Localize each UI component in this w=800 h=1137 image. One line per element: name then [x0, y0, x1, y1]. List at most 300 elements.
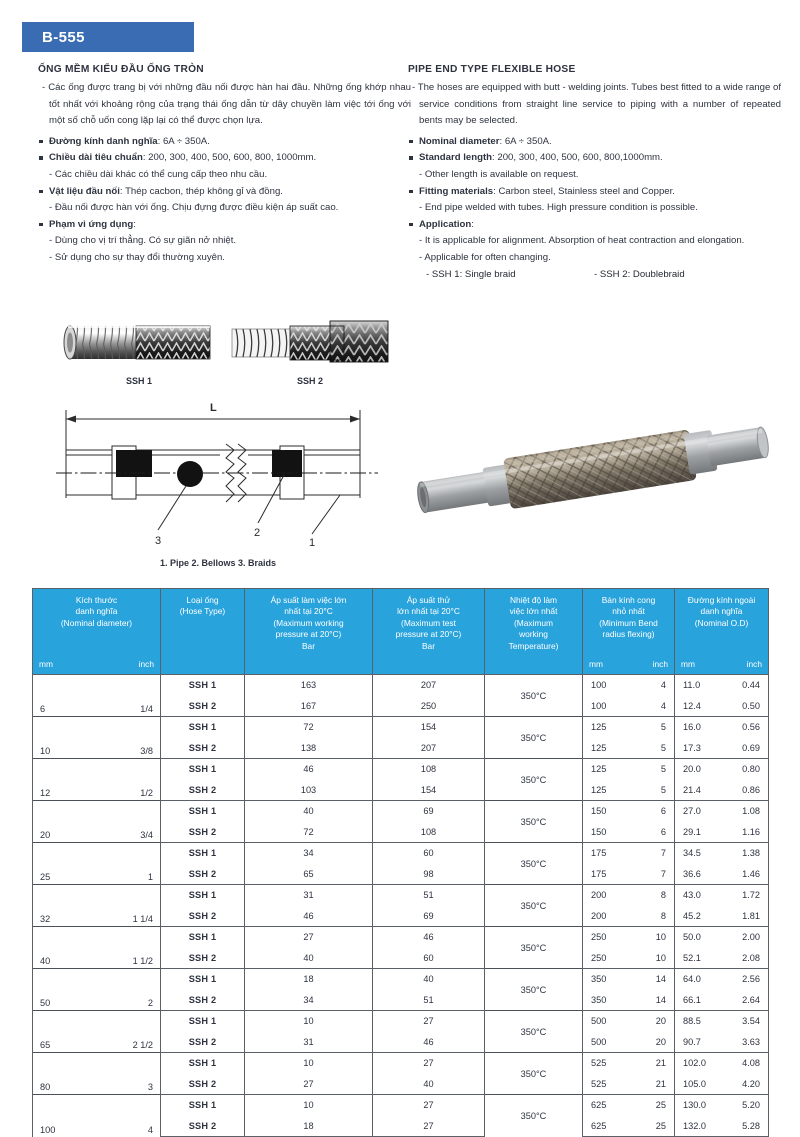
cell-bend-radius-values: [583, 848, 674, 858]
cell-bend-radius: [583, 780, 675, 801]
bend-radius-mm: 625: [591, 1100, 607, 1111]
cell-outer-diameter-values: [675, 1016, 768, 1026]
cell-max-temperature: 350°C: [485, 843, 583, 885]
od-mm: 36.6: [683, 868, 701, 879]
od-mm: 34.5: [683, 848, 701, 859]
cell-bend-radius-values: [583, 680, 674, 690]
bend-radius-mm: 100: [591, 700, 607, 711]
od-mm: 102.0: [683, 1058, 706, 1069]
nominal-diameter-values: [33, 1082, 160, 1092]
nominal-diameter-values: [33, 914, 160, 924]
od-mm: 64.0: [683, 974, 701, 985]
bend-radius-mm: 150: [591, 806, 607, 817]
cell-max-temperature: 350°C: [485, 717, 583, 759]
cell-bend-radius: [583, 717, 675, 738]
cell-test-pressure: 27: [373, 1053, 485, 1074]
cell-outer-diameter: [675, 675, 769, 696]
cell-test-pressure: 108: [373, 759, 485, 780]
cell-working-pressure: 72: [245, 822, 373, 843]
spec-column-vietnamese: [38, 64, 411, 283]
cell-hose-type: SSH 1: [161, 717, 245, 738]
cell-outer-diameter-values: [675, 995, 768, 1005]
cell-outer-diameter-values: [675, 911, 768, 921]
ssh2-figure: [232, 321, 388, 362]
cell-bend-radius: [583, 801, 675, 822]
bend-radius-inch: 10: [655, 932, 666, 943]
cell-nominal-diameter: [33, 801, 161, 843]
cell-test-pressure: 27: [373, 1116, 485, 1137]
bend-radius-mm: 125: [591, 784, 607, 795]
bend-radius-inch: 20: [655, 1016, 666, 1027]
table-header-cell-5: [583, 589, 675, 675]
nominal-diameter-values: [33, 746, 160, 756]
nominal-inch: 1/2: [140, 788, 153, 798]
cell-nominal-diameter: [33, 843, 161, 885]
cell-hose-type: SSH 1: [161, 969, 245, 990]
bend-radius-inch: 7: [660, 868, 666, 879]
english-sub-welded: - End pipe welded with tubes. High pressure condition is possible.: [419, 202, 698, 214]
specification-columns: [0, 64, 800, 283]
od-inch: 5.28: [742, 1120, 760, 1131]
cell-outer-diameter: [675, 1011, 769, 1032]
cell-nominal-diameter: [33, 1011, 161, 1053]
vietnamese-item-application-value: :: [133, 218, 136, 230]
cell-bend-radius: [583, 675, 675, 696]
cell-bend-radius: [583, 1095, 675, 1116]
cell-test-pressure: 60: [373, 948, 485, 969]
bend-radius-mm: 525: [591, 1078, 607, 1089]
cell-max-temperature: 350°C: [485, 1053, 583, 1095]
vietnamese-item-nominal-diameter-label: Đường kính danh nghĩa: [49, 135, 158, 147]
cell-bend-radius-values: [583, 743, 674, 753]
cell-outer-diameter: [675, 969, 769, 990]
cell-bend-radius-values: [583, 974, 674, 984]
nominal-diameter-values: [33, 956, 160, 966]
od-inch: 2.64: [742, 994, 760, 1005]
cell-bend-radius: [583, 759, 675, 780]
cell-outer-diameter-values: [675, 953, 768, 963]
cell-working-pressure: 163: [245, 675, 373, 696]
cell-test-pressure: 250: [373, 696, 485, 717]
cell-nominal-diameter: [33, 969, 161, 1011]
cell-test-pressure: 60: [373, 843, 485, 864]
nominal-inch: 2 1/2: [132, 1040, 153, 1050]
cell-hose-type: SSH 1: [161, 843, 245, 864]
cell-bend-radius-values: [583, 806, 674, 816]
od-mm: 66.1: [683, 994, 701, 1005]
english-section-title: PIPE END TYPE FLEXIBLE HOSE: [408, 64, 576, 75]
nominal-diameter-values: [33, 872, 160, 882]
bend-radius-inch: 5: [660, 742, 666, 753]
hose-illustration-svg: [46, 312, 396, 394]
nominal-mm: 65: [40, 1040, 51, 1050]
braid-note-row: [408, 267, 781, 284]
cell-outer-diameter: [675, 1095, 769, 1116]
table-header-cell-4: [485, 589, 583, 675]
od-inch: 4.08: [742, 1058, 760, 1069]
od-inch: 1.72: [742, 890, 760, 901]
bend-radius-inch: 10: [655, 952, 666, 963]
english-item-fitting-materials-value: : Carbon steel, Stainless steel and Copper.: [493, 185, 675, 197]
cell-hose-type: SSH 1: [161, 1053, 245, 1074]
cell-outer-diameter: [675, 864, 769, 885]
cell-test-pressure: 154: [373, 780, 485, 801]
assembly-line-drawing: [48, 398, 388, 576]
cell-outer-diameter-values: [675, 1037, 768, 1047]
cell-working-pressure: 27: [245, 1074, 373, 1095]
cell-outer-diameter-values: [675, 1121, 768, 1131]
ssh1-caption-text: SSH 1: [125, 376, 153, 386]
od-inch: 2.56: [742, 974, 760, 985]
cell-hose-type: SSH 2: [161, 780, 245, 801]
cell-outer-diameter-values: [675, 1079, 768, 1089]
table-row: [33, 1053, 769, 1074]
cell-test-pressure: 46: [373, 927, 485, 948]
od-inch: 0.56: [742, 722, 760, 733]
cell-test-pressure: 69: [373, 801, 485, 822]
table-header-cell-6: [675, 589, 769, 675]
cell-working-pressure: 46: [245, 759, 373, 780]
hose-illustrations: [46, 312, 396, 394]
cell-bend-radius-values: [583, 932, 674, 942]
cell-outer-diameter: [675, 1053, 769, 1074]
cell-bend-radius: [583, 696, 675, 717]
ssh2-caption-text: SSH 2: [296, 376, 324, 386]
english-intro-paragraph: - The hoses are equipped with butt - welding joints. Tubes best fitted to a wide range of service conditions from straight line service to piping with a number of repeated bents may be selected.: [412, 82, 781, 127]
nominal-diameter-values: [33, 704, 160, 714]
cell-outer-diameter: [675, 1074, 769, 1095]
bend-radius-inch: 4: [660, 680, 666, 691]
nominal-inch: 3/8: [140, 746, 153, 756]
cell-bend-radius: [583, 990, 675, 1011]
cell-working-pressure: 34: [245, 843, 373, 864]
cell-test-pressure: 27: [373, 1011, 485, 1032]
cell-bend-radius-values: [583, 1100, 674, 1110]
table-header-text-4: Nhiệt độ làm việc lớn nhất (Maximum working Temperature): [508, 595, 559, 651]
vietnamese-item-application: [38, 217, 411, 234]
product-photo: [406, 404, 778, 536]
table-row: [33, 759, 769, 780]
cell-outer-diameter-values: [675, 764, 768, 774]
table-header-text-2: Áp suất làm việc lớn nhất tại 20°C (Maximum working pressure at 20°C) Bar: [270, 595, 347, 651]
bend-radius-mm: 175: [591, 868, 607, 879]
cell-max-temperature: 350°C: [485, 885, 583, 927]
cell-nominal-diameter: [33, 675, 161, 717]
table-header-text-5: Bán kính cong nhỏ nhất (Minimum Bend radius flexing): [599, 595, 658, 640]
cell-test-pressure: 108: [373, 822, 485, 843]
cell-bend-radius: [583, 1053, 675, 1074]
cell-working-pressure: 31: [245, 885, 373, 906]
od-mm: 12.4: [683, 700, 701, 711]
od-mm: 130.0: [683, 1100, 706, 1111]
specification-table: [32, 588, 769, 1137]
nominal-mm: 50: [40, 998, 51, 1008]
cell-hose-type: SSH 1: [161, 1095, 245, 1116]
unit-left: mm: [39, 658, 53, 669]
cell-working-pressure: 31: [245, 1032, 373, 1053]
table-row: [33, 1095, 769, 1116]
unit-right: inch: [652, 658, 668, 669]
bend-radius-inch: 8: [660, 890, 666, 901]
cell-bend-radius-values: [583, 1016, 674, 1026]
cell-test-pressure: 154: [373, 717, 485, 738]
od-mm: 11.0: [683, 680, 701, 691]
cell-hose-type: SSH 2: [161, 1116, 245, 1137]
bend-radius-mm: 250: [591, 952, 607, 963]
bend-radius-mm: 150: [591, 826, 607, 837]
cell-max-temperature: 350°C: [485, 1011, 583, 1053]
cell-bend-radius: [583, 885, 675, 906]
cell-bend-radius-values: [583, 1037, 674, 1047]
cell-working-pressure: 46: [245, 906, 373, 927]
od-mm: 88.5: [683, 1016, 701, 1027]
cell-test-pressure: 69: [373, 906, 485, 927]
od-inch: 5.20: [742, 1100, 760, 1111]
english-item-fitting-materials-label: Fitting materials: [419, 185, 494, 197]
nominal-mm: 20: [40, 830, 51, 840]
od-mm: 21.4: [683, 784, 701, 795]
od-inch: 1.46: [742, 868, 760, 879]
od-inch: 0.69: [742, 742, 760, 753]
specification-table-container: [32, 588, 768, 1137]
cell-hose-type: SSH 1: [161, 885, 245, 906]
vietnamese-sub-other-length: - Các chiều dài khác có thể cung cấp theo nhu cầu.: [49, 168, 268, 180]
cell-bend-radius-values: [583, 911, 674, 921]
od-mm: 20.0: [683, 764, 701, 775]
cell-outer-diameter: [675, 990, 769, 1011]
cell-outer-diameter: [675, 738, 769, 759]
cell-hose-type: SSH 2: [161, 696, 245, 717]
bend-radius-inch: 5: [660, 722, 666, 733]
cell-bend-radius: [583, 906, 675, 927]
cell-test-pressure: 51: [373, 885, 485, 906]
nominal-diameter-values: [33, 1125, 160, 1135]
nominal-diameter-values: [33, 788, 160, 798]
nominal-inch: 1 1/2: [132, 956, 153, 966]
cell-outer-diameter: [675, 927, 769, 948]
bend-radius-inch: 25: [655, 1120, 666, 1131]
vietnamese-application-sub-1: - Dùng cho vị trí thẳng. Có sự giãn nở nhiệt.: [49, 235, 237, 247]
length-dimension-label: L: [210, 402, 217, 414]
od-inch: 3.63: [742, 1036, 760, 1047]
cell-working-pressure: 40: [245, 801, 373, 822]
table-header-cell-0: [33, 589, 161, 675]
cell-outer-diameter: [675, 696, 769, 717]
nominal-inch: 4: [147, 1124, 153, 1135]
cell-test-pressure: 51: [373, 990, 485, 1011]
cell-bend-radius: [583, 948, 675, 969]
cell-outer-diameter: [675, 906, 769, 927]
cell-bend-radius: [583, 969, 675, 990]
cell-test-pressure: 98: [373, 864, 485, 885]
od-mm: 43.0: [683, 890, 701, 901]
cell-outer-diameter-values: [675, 743, 768, 753]
bend-radius-mm: 350: [591, 974, 607, 985]
vietnamese-item-standard-length: [38, 150, 411, 167]
cell-max-temperature: 350°C: [485, 969, 583, 1011]
nominal-diameter-values: [33, 830, 160, 840]
cell-outer-diameter-values: [675, 827, 768, 837]
nominal-diameter-values: [33, 998, 160, 1008]
nominal-mm: 6: [40, 704, 46, 714]
cell-working-pressure: 138: [245, 738, 373, 759]
english-item-application-value: :: [471, 218, 474, 230]
unit-right: inch: [138, 658, 154, 669]
od-inch: 1.08: [742, 806, 760, 817]
cell-bend-radius-values: [583, 1079, 674, 1089]
cell-nominal-diameter: [33, 885, 161, 927]
cell-test-pressure: 207: [373, 738, 485, 759]
english-item-nominal-diameter-value: : 6A ÷ 350A.: [499, 135, 552, 147]
table-row: [33, 927, 769, 948]
cell-nominal-diameter: [33, 927, 161, 969]
english-application-sub-2: - Applicable for often changing.: [419, 251, 551, 263]
vietnamese-sub-welded: - Đầu nối được hàn với ống. Chịu đựng được điều kiện áp suất cao.: [49, 202, 339, 214]
od-inch: 1.81: [742, 910, 760, 921]
bend-radius-inch: 25: [655, 1100, 666, 1111]
od-inch: 4.20: [742, 1078, 760, 1089]
cell-nominal-diameter: [33, 1053, 161, 1095]
table-row: [33, 1011, 769, 1032]
bend-radius-mm: 125: [591, 742, 607, 753]
table-row: [33, 801, 769, 822]
cell-outer-diameter: [675, 1032, 769, 1053]
od-inch: 0.50: [742, 700, 760, 711]
english-item-standard-length-value: : 200, 300, 400, 500, 600, 800,1000mm.: [492, 152, 663, 164]
table-header-text-3: Áp suất thử lớn nhất tại 20°C (Maximum test pressure at 20°C) Bar: [395, 595, 462, 651]
bend-radius-inch: 5: [660, 784, 666, 795]
bend-radius-mm: 100: [591, 680, 607, 691]
bend-radius-inch: 5: [660, 764, 666, 775]
table-row: [33, 969, 769, 990]
bend-radius-inch: 14: [655, 994, 666, 1005]
cell-test-pressure: 207: [373, 675, 485, 696]
bend-radius-mm: 200: [591, 910, 607, 921]
table-header-row: [33, 589, 769, 675]
cell-outer-diameter-values: [675, 869, 768, 879]
od-mm: 52.1: [683, 952, 701, 963]
cell-hose-type: SSH 1: [161, 927, 245, 948]
cell-outer-diameter: [675, 759, 769, 780]
english-application-sub-1: - It is applicable for alignment. Absorption of heat contraction and elongation.: [419, 235, 745, 247]
cell-bend-radius: [583, 864, 675, 885]
table-header-units-0: [33, 659, 160, 670]
cell-hose-type: SSH 2: [161, 1032, 245, 1053]
cell-hose-type: SSH 1: [161, 759, 245, 780]
cell-nominal-diameter: [33, 717, 161, 759]
table-body: [33, 675, 769, 1137]
cell-bend-radius-values: [583, 1058, 674, 1068]
cell-working-pressure: 27: [245, 927, 373, 948]
vietnamese-item-fitting-materials-value: : Thép cacbon, thép không gỉ và đồng.: [119, 185, 283, 197]
bend-radius-mm: 625: [591, 1120, 607, 1131]
cell-working-pressure: 18: [245, 1116, 373, 1137]
english-item-nominal-diameter-label: Nominal diameter: [419, 135, 500, 147]
cell-working-pressure: 10: [245, 1095, 373, 1116]
od-inch: 1.16: [742, 826, 760, 837]
od-mm: 27.0: [683, 806, 701, 817]
cell-outer-diameter: [675, 822, 769, 843]
nominal-diameter-values: [33, 1040, 160, 1050]
vietnamese-item-nominal-diameter: [38, 134, 411, 151]
cell-working-pressure: 103: [245, 780, 373, 801]
cell-outer-diameter-values: [675, 1058, 768, 1068]
cell-bend-radius: [583, 1032, 675, 1053]
cell-hose-type: SSH 2: [161, 990, 245, 1011]
cell-bend-radius-values: [583, 869, 674, 879]
cell-outer-diameter-values: [675, 680, 768, 690]
vietnamese-application-sub-2: - Sử dụng cho sự thay đổi thường xuyên.: [49, 251, 225, 263]
nominal-inch: 3: [147, 1082, 153, 1092]
table-header-cell-1: [161, 589, 245, 675]
bend-radius-inch: 20: [655, 1036, 666, 1047]
cell-outer-diameter-values: [675, 785, 768, 795]
cell-outer-diameter: [675, 801, 769, 822]
english-sub-other-length: - Other length is available on request.: [419, 168, 579, 180]
od-inch: 0.80: [742, 764, 760, 775]
cell-working-pressure: 18: [245, 969, 373, 990]
english-item-standard-length-label: Standard length: [419, 152, 493, 164]
od-mm: 17.3: [683, 742, 701, 753]
cell-max-temperature: 350°C: [485, 927, 583, 969]
braid-note-ssh1: - SSH 1: Single braid: [426, 268, 516, 280]
table-header: [33, 589, 769, 675]
cell-bend-radius-values: [583, 953, 674, 963]
od-inch: 3.54: [742, 1016, 760, 1027]
cell-outer-diameter: [675, 717, 769, 738]
cell-max-temperature: 350°C: [485, 759, 583, 801]
cell-nominal-diameter: [33, 1095, 161, 1137]
od-inch: 2.00: [742, 932, 760, 943]
bend-radius-inch: 8: [660, 910, 666, 921]
table-header-text-6: Đường kính ngoài danh nghĩa (Nominal O.D): [687, 595, 756, 628]
table-row: [33, 843, 769, 864]
cell-outer-diameter: [675, 948, 769, 969]
vietnamese-item-application-label: Phạm vi ứng dụng: [49, 218, 134, 230]
cell-test-pressure: 27: [373, 1095, 485, 1116]
cell-outer-diameter-values: [675, 932, 768, 942]
page-code-banner: [22, 22, 194, 52]
od-inch: 1.38: [742, 848, 760, 859]
bend-radius-inch: 6: [660, 826, 666, 837]
callout-label-3: 3: [155, 535, 162, 547]
nominal-mm: 12: [40, 788, 51, 798]
product-photo-svg: [406, 404, 778, 536]
vietnamese-item-standard-length-value: : 200, 300, 400, 500, 600, 800, 1000mm.: [142, 152, 317, 164]
cell-test-pressure: 40: [373, 1074, 485, 1095]
bend-radius-inch: 7: [660, 848, 666, 859]
od-mm: 50.0: [683, 932, 701, 943]
nominal-mm: 40: [40, 956, 51, 966]
cell-hose-type: SSH 2: [161, 906, 245, 927]
vietnamese-item-standard-length-label: Chiều dài tiêu chuẩn: [49, 152, 143, 164]
od-mm: 90.7: [683, 1036, 701, 1047]
cell-bend-radius: [583, 843, 675, 864]
assembly-drawing-svg: [48, 398, 388, 576]
braid-marker: [177, 461, 203, 487]
english-item-application-label: Application: [419, 218, 472, 230]
cell-bend-radius: [583, 822, 675, 843]
cell-outer-diameter: [675, 780, 769, 801]
cell-bend-radius-values: [583, 1121, 674, 1131]
cell-working-pressure: 10: [245, 1053, 373, 1074]
bend-radius-inch: 6: [660, 806, 666, 817]
cell-working-pressure: 72: [245, 717, 373, 738]
cell-test-pressure: 40: [373, 969, 485, 990]
cell-outer-diameter-values: [675, 1100, 768, 1110]
cell-bend-radius: [583, 738, 675, 759]
cell-outer-diameter-values: [675, 722, 768, 732]
